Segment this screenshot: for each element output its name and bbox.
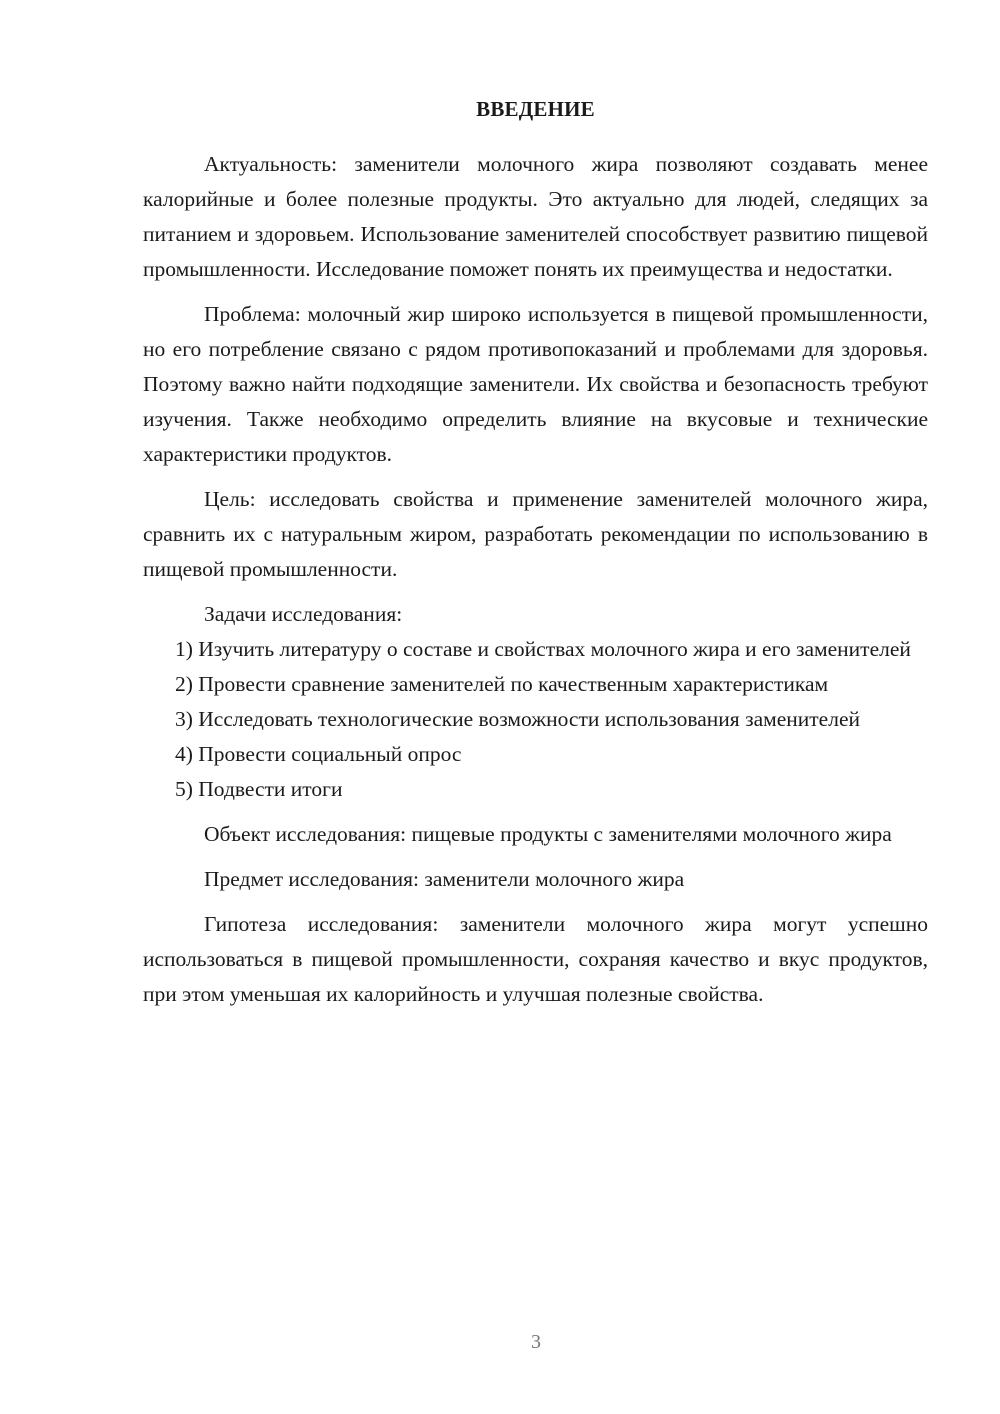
task-item: 5) Подвести итоги <box>175 777 343 801</box>
object-paragraph: Объект исследования: пищевые продукты с заменителями молочного жира <box>204 822 892 846</box>
problem-paragraph: Проблема: молочный жир широко используется в пищевой промышленности, но его потребление связано с рядом противопоказаний и проблемами для здоровья. Поэтому важно найти подходящие заменители. Их свойства и безопасность требуют изучения. Также необходимо определить влияние на вкусовые и технические характеристики продуктов. <box>143 302 928 466</box>
document-body <box>143 92 928 1012</box>
task-item: 3) Исследовать технологические возможности использования заменителей <box>175 707 860 731</box>
section-title: ВВЕДЕНИЕ <box>476 97 595 121</box>
tasks-heading: Задачи исследования: <box>204 602 403 626</box>
hypothesis-paragraph: Гипотеза исследования: заменители молочного жира могут успешно использоваться в пищевой промышленности, сохраняя качество и вкус продуктов, при этом уменьшая их калорийность и улучшая полезные свойства. <box>143 912 928 1006</box>
task-item: 4) Провести социальный опрос <box>175 742 462 766</box>
task-item: 1) Изучить литературу о составе и свойствах молочного жира и его заменителей <box>175 637 911 661</box>
task-item: 2) Провести сравнение заменителей по качественным характеристикам <box>175 672 829 696</box>
goal-paragraph: Цель: исследовать свойства и применение заменителей молочного жира, сравнить их с натуральным жиром, разработать рекомендации по использованию в пищевой промышленности. <box>143 487 928 581</box>
relevance-paragraph: Актуальность: заменители молочного жира позволяют создавать менее калорийные и более полезные продукты. Это актуально для людей, следящих за питанием и здоровьем. Использование заменителей способствует развитию пищевой промышленности. Исследование поможет понять их преимущества и недостатки. <box>143 152 928 281</box>
page-number: 3 <box>531 1331 541 1353</box>
subject-paragraph: Предмет исследования: заменители молочного жира <box>204 867 685 891</box>
